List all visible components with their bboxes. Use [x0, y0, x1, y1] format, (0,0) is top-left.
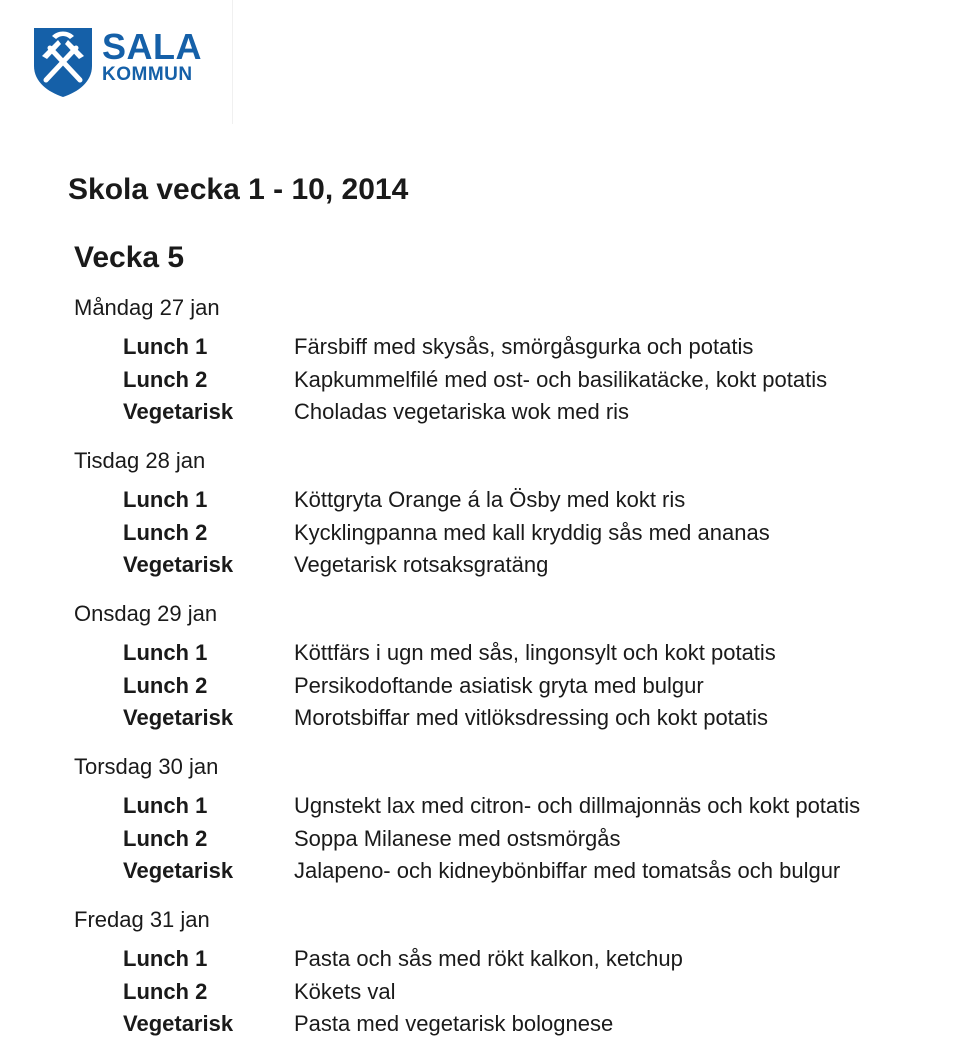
- meal-row: [0, 975, 960, 1008]
- meal-label: Vegetarisk: [123, 858, 234, 883]
- document-title: Skola vecka 1 - 10, 2014: [68, 173, 409, 206]
- municipal-shield-icon: [32, 26, 94, 98]
- meal-label: Lunch 2: [123, 673, 208, 698]
- meal-label: Vegetarisk: [123, 705, 234, 730]
- meal-row: [0, 822, 960, 855]
- day-name: Torsdag 30 jan: [74, 754, 219, 779]
- meal-dish: Persikodoftande asiatisk gryta med bulgur: [294, 673, 704, 698]
- logo-line-sala: SALA: [102, 26, 202, 67]
- meal-dish: Pasta och sås med rökt kalkon, ketchup: [294, 946, 683, 971]
- logo-wordmark: [102, 26, 202, 86]
- meal-row: [0, 669, 960, 702]
- meal-row: [0, 942, 960, 975]
- meal-row: [0, 516, 960, 549]
- meal-row: [0, 789, 960, 822]
- day-name: Fredag 31 jan: [74, 907, 210, 932]
- day-block-wednesday: [0, 598, 960, 751]
- meal-row: [0, 330, 960, 363]
- meal-label: Vegetarisk: [123, 552, 234, 577]
- meal-dish: Pasta med vegetarisk bolognese: [294, 1011, 614, 1036]
- meal-dish: Köttgryta Orange á la Ösby med kokt ris: [294, 487, 686, 512]
- week-menu: [0, 292, 960, 1057]
- day-block-friday: [0, 904, 960, 1057]
- sala-kommun-logo: [0, 0, 233, 124]
- meal-row: [0, 636, 960, 669]
- meal-dish: Jalapeno- och kidneybönbiffar med tomatsås och bulgur: [294, 858, 841, 883]
- week-title: Vecka 5: [74, 241, 185, 274]
- meal-dish: Vegetarisk rotsaksgratäng: [294, 552, 549, 577]
- meal-row: [0, 701, 960, 734]
- day-name: Måndag 27 jan: [74, 295, 220, 320]
- meal-dish: Choladas vegetariska wok med ris: [294, 399, 630, 424]
- meal-row: [0, 1007, 960, 1040]
- meal-label: Lunch 1: [123, 640, 208, 665]
- meal-label: Lunch 2: [123, 520, 208, 545]
- meal-row: [0, 363, 960, 396]
- meal-dish: Kapkummelfilé med ost- och basilikatäcke, kokt potatis: [294, 367, 828, 392]
- day-name: Tisdag 28 jan: [74, 448, 206, 473]
- meal-label: Lunch 1: [123, 487, 208, 512]
- day-block-tuesday: [0, 445, 960, 598]
- meal-label: Vegetarisk: [123, 399, 234, 424]
- meal-label: Lunch 1: [123, 793, 208, 818]
- day-block-thursday: [0, 751, 960, 904]
- meal-row: [0, 395, 960, 428]
- day-name: Onsdag 29 jan: [74, 601, 218, 626]
- meal-dish: Ugnstekt lax med citron- och dillmajonnäs och kokt potatis: [294, 793, 861, 818]
- meal-dish: Köttfärs i ugn med sås, lingonsylt och kokt potatis: [294, 640, 776, 665]
- meal-dish: Soppa Milanese med ostsmörgås: [294, 826, 621, 851]
- meal-dish: Färsbiff med skysås, smörgåsgurka och potatis: [294, 334, 754, 359]
- meal-label: Lunch 1: [123, 946, 208, 971]
- meal-label: Lunch 2: [123, 826, 208, 851]
- logo-line-kommun: KOMMUN: [102, 64, 193, 85]
- meal-dish: Morotsbiffar med vitlöksdressing och kokt potatis: [294, 705, 769, 730]
- meal-label: Lunch 1: [123, 334, 208, 359]
- day-block-monday: [0, 292, 960, 445]
- meal-dish: Kycklingpanna med kall kryddig sås med ananas: [294, 520, 770, 545]
- meal-dish: Kökets val: [294, 979, 396, 1004]
- meal-row: [0, 854, 960, 887]
- meal-label: Lunch 2: [123, 367, 208, 392]
- meal-label: Lunch 2: [123, 979, 208, 1004]
- meal-row: [0, 548, 960, 581]
- meal-label: Vegetarisk: [123, 1011, 234, 1036]
- meal-row: [0, 483, 960, 516]
